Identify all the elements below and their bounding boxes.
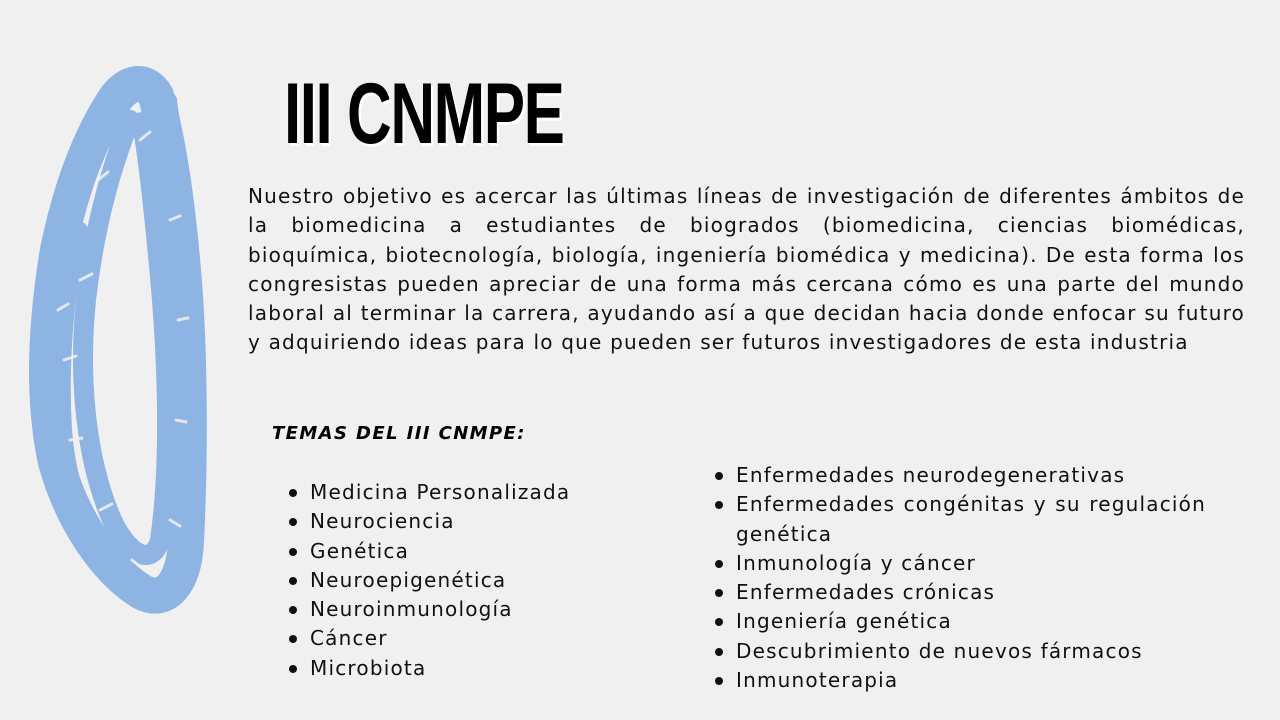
topics-list-right (712, 461, 1206, 695)
intro-paragraph: Nuestro objetivo es acercar las últimas líneas de investigación de diferentes ámbitos de la biomedicina a estudiantes de biogrados (biomedicina, ciencias biomédicas, bioquímica, biotecnología, biología, ingeniería biomédica y medicina). De esta forma los congresistas pueden apreciar de una forma más cercana cómo es una parte del mundo laboral al terminar la carrera, ayudando así a que decidan hacia donde enfocar su futuro y adquiriendo ideas para lo que pueden ser futuros investigadores de esta industria (248, 184, 1245, 355)
list-item: Microbiota (286, 654, 666, 683)
list-item: Medicina Personalizada (286, 478, 666, 507)
list-item: Neuroinmunología (286, 595, 666, 624)
list-item: Cáncer (286, 624, 666, 653)
blue-brush-stroke-decoration (20, 60, 230, 620)
topics-heading: TEMAS DEL III CNMPE: (272, 423, 526, 444)
list-item: Descubrimiento de nuevos fármacos (712, 637, 1206, 666)
list-item: Neuroepigenética (286, 566, 666, 595)
list-item: Genética (286, 537, 666, 566)
list-item: Enfermedades crónicas (712, 578, 1206, 607)
list-item: Enfermedades congénitas y su regulación genética (712, 490, 1206, 549)
list-item: Inmunología y cáncer (712, 549, 1206, 578)
page-title: III CNMPE (284, 66, 564, 162)
list-item: Neurociencia (286, 507, 666, 536)
topics-list-left (286, 478, 666, 683)
list-item: Enfermedades neurodegenerativas (712, 461, 1206, 490)
list-item: Ingeniería genética (712, 607, 1206, 636)
list-item: Inmunoterapia (712, 666, 1206, 695)
